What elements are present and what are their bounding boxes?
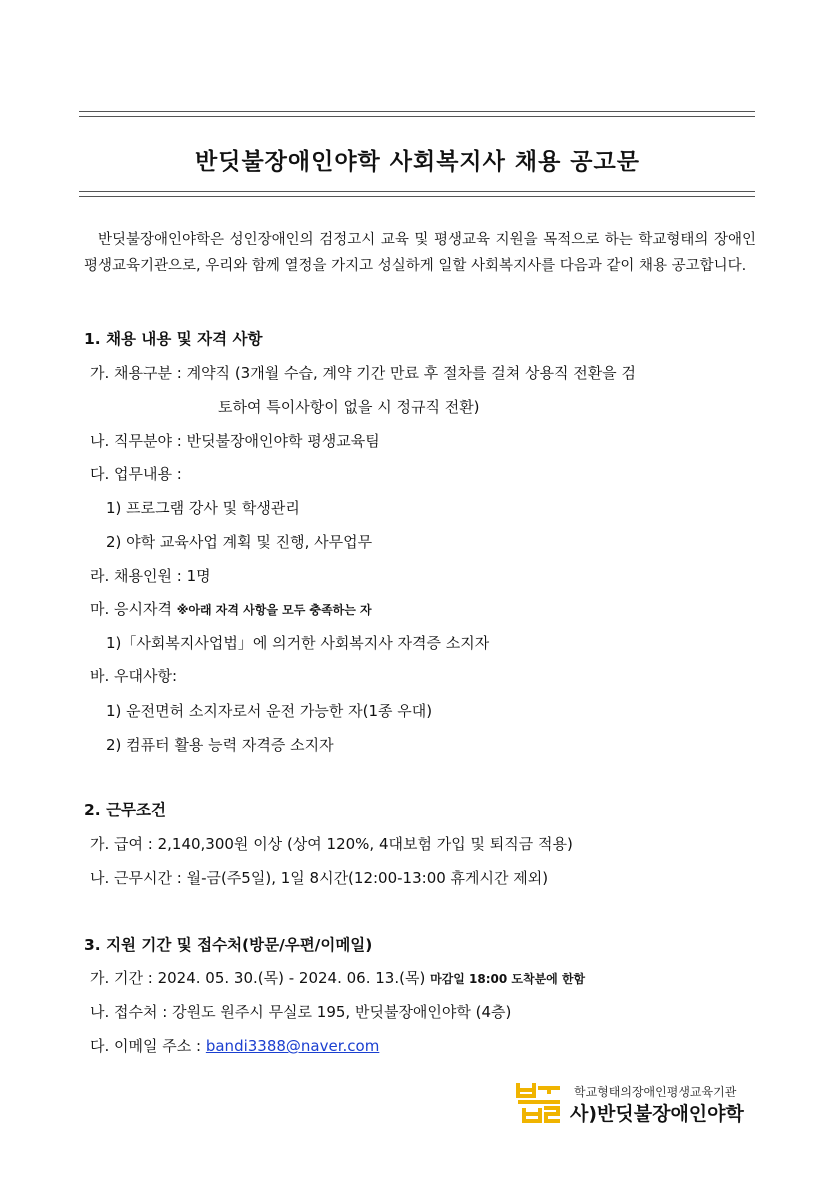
s1-duty-1: 1) 프로그램 강사 및 학생관리 — [106, 499, 300, 517]
s3-period-label: 가. 기간 : 2024. 05. 30.(목) - 2024. 06. 13.(목) — [90, 969, 431, 987]
s1-qualification — [90, 598, 372, 619]
intro-paragraph: 반딧불장애인야학은 성인장애인의 검정고시 교육 및 평생교육 지원을 목적으로 하는 학교형태의 장애인평생교육기관으로, 우리와 함께 열정을 가지고 성실하게 일할 사회복지사를 다음과 같이 채용 공고합니다. — [84, 232, 756, 274]
s3-period — [90, 967, 585, 988]
logo-subtitle: 학교형태의장애인평생교육기관 — [574, 1085, 737, 1099]
title-rule-1 — [79, 191, 755, 192]
s3-deadline-note: 마감일 18:00 도착분에 한함 — [430, 972, 586, 986]
email-link[interactable]: bandi3388@naver.com — [205, 1037, 380, 1055]
s1-preference-1: 1) 운전면허 소지자로서 운전 가능한 자(1종 우대) — [106, 702, 433, 720]
logo-name: 사)반딧불장애인야학 — [570, 1103, 744, 1125]
section2-heading: 2. 근무조건 — [84, 801, 166, 819]
s1-job-field: 나. 직무분야 : 반딧불장애인야학 평생교육팀 — [90, 432, 380, 450]
s3-address: 나. 접수처 : 강원도 원주시 무실로 195, 반딧불장애인야학 (4층) — [90, 1003, 512, 1021]
s2-salary: 가. 급여 : 2,140,300원 이상 (상여 120%, 4대보험 가입 및 퇴직금 적용) — [90, 835, 573, 853]
s1-qualification-1: 1)「사회복지사업법」에 의거한 사회복지사 자격증 소지자 — [106, 634, 490, 652]
title-rule-2 — [79, 196, 755, 197]
s1-employment-type-cont: 토하여 특이사항이 없을 시 정규직 전환) — [218, 398, 480, 416]
organization-logo — [514, 1080, 764, 1124]
s1-preferences: 바. 우대사항: — [90, 667, 178, 685]
s1-preference-2: 2) 컴퓨터 활용 능력 자격증 소지자 — [106, 736, 334, 754]
top-rule-1 — [79, 111, 755, 112]
s2-hours: 나. 근무시간 : 월-금(주5일), 1일 8시간(12:00-13:00 휴게시간 제외) — [90, 869, 549, 887]
s1-qualification-label: 마. 응시자격 — [90, 600, 177, 618]
s1-duty-2: 2) 야학 교육사업 계획 및 진행, 사무업무 — [106, 533, 373, 551]
s1-qualification-note: ※아래 자격 사항을 모두 충족하는 자 — [176, 603, 372, 617]
section3-heading: 3. 지원 기간 및 접수처(방문/우편/이메일) — [84, 936, 373, 954]
top-rule-2 — [79, 116, 755, 117]
s3-email-line — [90, 1035, 379, 1056]
section1-heading: 1. 채용 내용 및 자격 사항 — [84, 330, 263, 348]
s1-headcount: 라. 채용인원 : 1명 — [90, 567, 211, 585]
page-title: 반딧불장애인야학 사회복지사 채용 공고문 — [195, 149, 640, 175]
s1-employment-type: 가. 채용구분 : 계약직 (3개월 수습, 계약 기간 만료 후 절차를 걸쳐 상용직 전환을 검 — [90, 364, 636, 382]
s1-duties: 다. 업무내용 : — [90, 465, 182, 483]
firefly-logo-icon — [514, 1080, 564, 1124]
s3-email-label: 다. 이메일 주소 : — [90, 1037, 206, 1055]
